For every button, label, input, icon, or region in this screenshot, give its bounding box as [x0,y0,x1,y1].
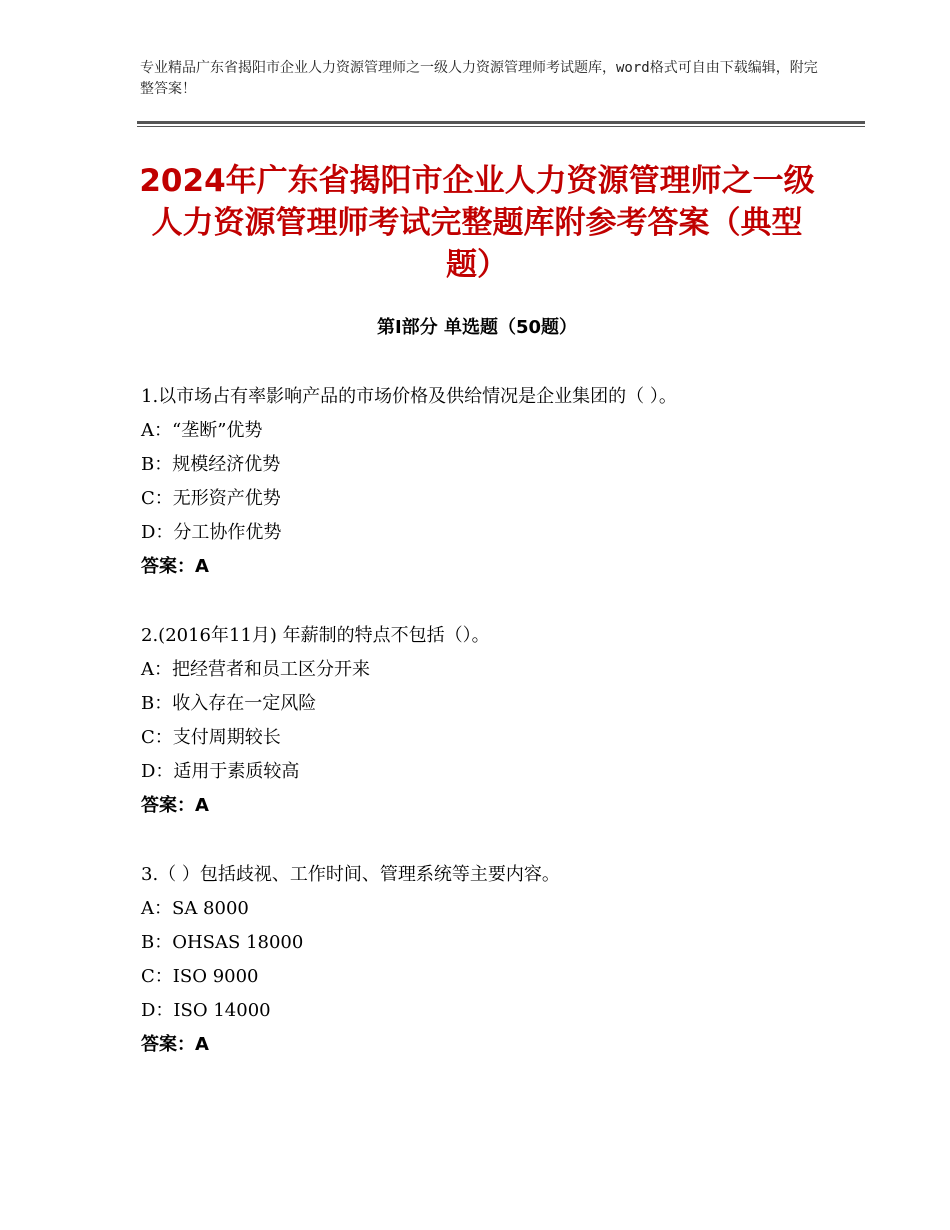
header-note: 专业精品广东省揭阳市企业人力资源管理师之一级人力资源管理师考试题库，word格式可自由下载编辑，附完整答案！ [140,60,818,97]
question-stem: 2.(2016年11月) 年薪制的特点不包括（）。 [141,625,490,646]
option-d: D：适用于素质较高 [141,761,300,782]
header-divider-thick [137,121,865,124]
answer: 答案：A [141,1034,209,1055]
answer: 答案：A [141,556,209,577]
option-a: A：把经营者和员工区分开来 [141,659,370,680]
answer: 答案：A [141,795,209,816]
header-divider-thin [137,126,865,127]
option-d: D：分工协作优势 [141,522,282,543]
question-block [141,858,841,1062]
question-block [141,380,841,584]
option-c: C：无形资产优势 [141,488,281,509]
option-c: C：ISO 9000 [141,966,259,987]
question-stem: 1.以市场占有率影响产品的市场价格及供给情况是企业集团的（ ）。 [141,386,677,407]
document-title: 2024年广东省揭阳市企业人力资源管理师之一级人力资源管理师考试完整题库附参考答案（典型题） [139,163,815,283]
question-block [141,619,841,823]
section-title: 第Ⅰ部分 单选题（50题） [376,317,577,338]
option-a: A：SA 8000 [141,898,249,919]
option-a: A：“垄断”优势 [141,420,263,441]
option-c: C：支付周期较长 [141,727,281,748]
option-b: B：收入存在一定风险 [141,693,317,714]
question-stem: 3.（ ）包括歧视、工作时间、管理系统等主要内容。 [141,864,560,885]
option-d: D：ISO 14000 [141,1000,271,1021]
option-b: B：规模经济优势 [141,454,281,475]
option-b: B：OHSAS 18000 [141,932,304,953]
